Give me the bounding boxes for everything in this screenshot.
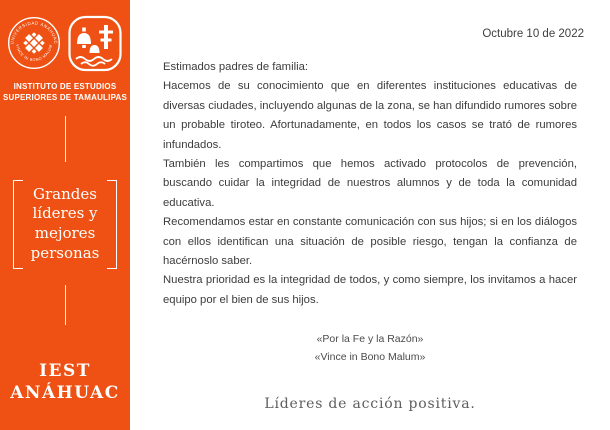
letter-date: Octubre 10 de 2022 [482, 28, 584, 40]
seal-text-bottom: VINCE IN BONO MALUM [14, 43, 53, 63]
motto-line-3: mejores [34, 224, 96, 243]
anahuac-cross-pattern [20, 29, 48, 57]
brand-wordmark [10, 360, 120, 404]
institutional-mottos [130, 330, 610, 366]
paragraph-1: Hacemos de su conocimiento que en diferentes instituciones educativas de diversas ciudades, incluyendo algunas de la zona, se han difundido rumores sobre un probable tiroteo. Afortunadamente, en todos los casos se trató de rumores infundados. [163, 80, 577, 151]
institute-name [3, 82, 127, 104]
left-bracket-decoration [13, 180, 23, 269]
motto-line-2: líderes y [32, 204, 98, 223]
sidebar-motto [30, 180, 101, 269]
motto-block [13, 180, 118, 269]
institute-name-line1: INSTITUTO DE ESTUDIOS [13, 82, 117, 91]
universidad-anahuac-seal-icon [7, 16, 61, 70]
divider-line-bottom [65, 285, 66, 325]
paragraph-4: Nuestra prioridad es la integridad de todos, y como siempre, los invitamos a hacer equipo por el bien de sus hijos. [163, 274, 577, 306]
brand-line-iest: IEST [39, 360, 91, 381]
paragraph-3: Recomendamos estar en constante comunicación con sus hijos; si en los diálogos con ellos identifican una situación de posible riesgo, tengan la confianza de hacérnoslo saber. [163, 216, 577, 268]
motto-line-4: personas [30, 243, 100, 262]
salutation: Estimados padres de familia: [163, 61, 309, 73]
right-bracket-decoration [107, 180, 117, 269]
footer-slogan: Líderes de acción positiva. [264, 396, 476, 412]
letter-content [130, 0, 610, 430]
logo-row [7, 13, 124, 73]
brand-line-anahuac: ANÁHUAC [10, 382, 120, 403]
motto-vince-in-bono: «Vince in Bono Malum» [314, 351, 426, 363]
paragraph-2: También les compartimos que hemos activado protocolos de prevención, buscando cuidar la integridad de nuestros alumnos y de toda la comunidad educativa. [163, 158, 577, 209]
seal-text-top: UNIVERSIDAD ANÁHUAC [8, 20, 59, 45]
brand-sidebar [0, 0, 130, 430]
institute-name-line2: SUPERIORES DE TAMAULIPAS [2, 92, 128, 102]
iest-bells-emblem-icon [66, 13, 124, 73]
divider-line-top [65, 116, 66, 162]
letter-body [163, 58, 577, 310]
motto-line-1: Grandes [33, 184, 97, 203]
motto-faith-reason: «Por la Fe y la Razón» [316, 333, 424, 345]
